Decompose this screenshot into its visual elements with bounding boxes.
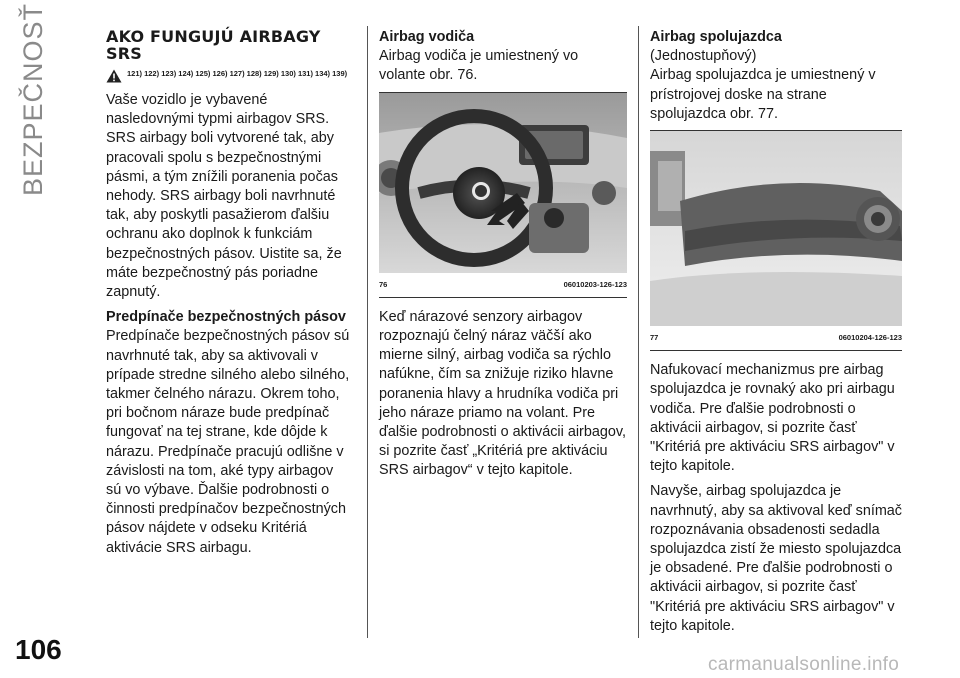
watermark: carmanualsonline.info <box>708 654 900 675</box>
column-divider <box>367 26 368 638</box>
passenger-airbag-paragraph-2: Navyše, airbag spolujazdca je navrhnutý, aby sa aktivoval keď snímač rozpoznávania obsadenosti sedadla spolujazdca zistí že miesto spolujazdca je obsadené. Pre ďalšie podrobnosti o aktivácii airbagov, si pozrite časť "Kritériá pre aktiváciu SRS airbagov" v tejto kapitole. <box>650 483 903 634</box>
section-side-title <box>14 2 54 198</box>
warning-references <box>106 68 352 83</box>
passenger-airbag-subheading: (Jednostupňový) <box>650 48 757 65</box>
figure-code: 06010204-126-123 <box>838 333 902 343</box>
pretensioners-paragraph: Predpínače bezpečnostných pásov sú navrhnuté tak, aby sa aktivovali v prípade stredne silného alebo silného, takmer čelného nárazu. Okrem toho, pri bočnom náraze bude predpínač fungovať na tej strane, kde dôjde k nárazu. Predpínače pracujú odlišne v závislosti na tom, aké typy airbagov sú vo výbave. Ďalšie podrobnosti o činnosti predpínačov bezpečnostných pásov nájdete v odseku Kritériá aktivácie SRS airbagu. <box>106 328 350 556</box>
column-1 <box>106 28 352 564</box>
figure-77 <box>650 130 902 351</box>
section-side-title-text: BEZPEČNOSŤ <box>18 2 48 196</box>
warning-references-text: 121) 122) 123) 124) 125) 126) 127) 128) 129) 130) 131) 134) 139) <box>127 69 348 78</box>
passenger-airbag-title: Airbag spolujazdca <box>650 29 782 45</box>
steering-wheel-illustration <box>379 92 627 273</box>
figure-76 <box>379 92 627 298</box>
column-3 <box>650 28 902 642</box>
dashboard-passenger-illustration <box>650 130 902 326</box>
column-2 <box>379 28 627 487</box>
passenger-airbag-heading <box>650 28 902 47</box>
main-heading <box>106 28 352 62</box>
figure-code: 06010203-126-123 <box>563 279 627 289</box>
driver-airbag-heading: Airbag vodiča <box>379 29 475 45</box>
figure-number: 76 <box>379 279 388 289</box>
main-heading-line2: SRS <box>106 44 142 63</box>
warning-triangle-icon <box>106 69 122 83</box>
column-divider <box>638 26 639 638</box>
intro-paragraph: Vaše vozidlo je vybavené nasledovnými typmi airbagov SRS. SRS airbagy boli vytvorené tak, aby pracovali spolu s bezpečnostnými pásmi, a tým znížili poranenia počas nehody. SRS airbagy boli navrhnuté tak, aby poskytli pasažierom ďalšiu ochranu ako doplnok k funkciám bezpečnostných pásov. Uistite sa, že máte bezpečnostný pás poriadne zapnutý. <box>106 92 342 301</box>
driver-airbag-paragraph: Keď nárazové senzory airbagov rozpoznajú čelný náraz väčší ako mierne silný, airbag vodiča sa rýchlo nafúkne, čím sa znižuje riziko hlavne poranenia hlavy a hrudníka vodiča pri jeho náraze priamo na volant. Pre ďalšie podrobnosti o aktivácii airbagov, si pozrite časť „Kritériá pre aktiváciu SRS airbagov“ v tejto kapitole. <box>379 308 626 479</box>
driver-airbag-intro: Airbag vodiča je umiestnený vo volante obr. 76. <box>379 48 579 84</box>
page-number: 106 <box>15 634 62 665</box>
figure-number: 77 <box>650 333 659 343</box>
passenger-airbag-paragraph-1: Nafukovací mechanizmus pre airbag spolujazdca je rovnaký ako pri airbagu vodiča. Pre ďalšie podrobnosti o aktivácii airbagov, si pozrite časť "Kritériá pre aktiváciu SRS airbagov" v tejto kapitole. <box>650 362 895 475</box>
figure-77-caption <box>650 326 902 351</box>
pretensioners-heading: Predpínače bezpečnostných pásov <box>106 309 346 326</box>
main-heading-line1: AKO FUNGUJÚ AIRBAGY <box>106 27 321 46</box>
figure-76-caption <box>379 273 627 298</box>
passenger-airbag-intro: Airbag spolujazdca je umiestnený v prístrojovej doske na strane spolujazdca obr. 77. <box>650 67 876 122</box>
